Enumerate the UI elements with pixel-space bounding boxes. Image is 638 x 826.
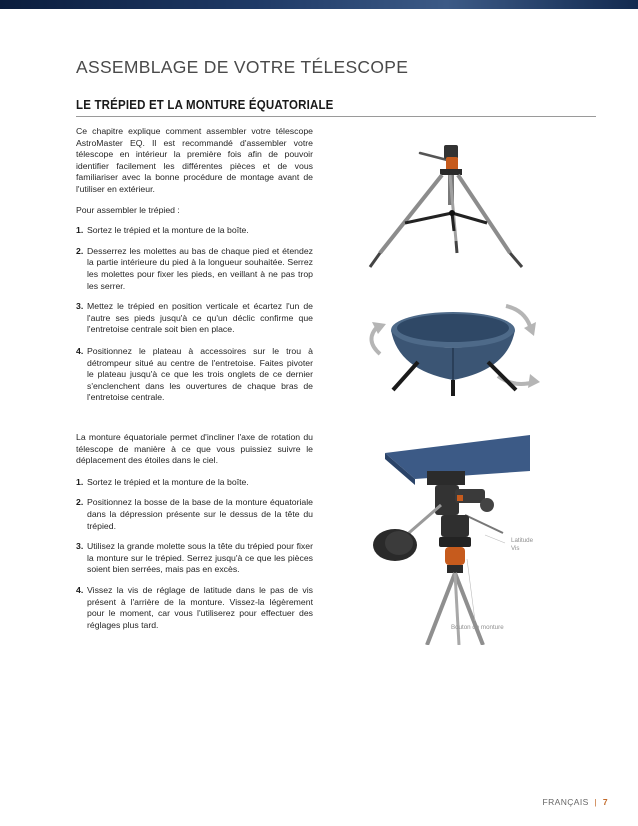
tripod-step-1 xyxy=(76,225,313,237)
mount-step-2 xyxy=(76,497,313,532)
step-number: 4. xyxy=(76,584,84,595)
mount-intro: La monture équatoriale permet d'incliner l'axe de rotation du télescope de manière à ce que vous puissiez suivre le déplacement des étoiles dans le ciel. xyxy=(76,432,313,466)
title-rule xyxy=(76,116,596,117)
tripod-step-2 xyxy=(76,246,313,292)
mount-step-3 xyxy=(76,541,313,576)
label-line: Latitude xyxy=(511,537,534,544)
latitude-screw-label xyxy=(511,537,533,553)
step-text: Sortez le trépied et la monture de la boîte. xyxy=(87,225,249,236)
step-number: 2. xyxy=(76,497,84,508)
footer-language: FRANÇAIS xyxy=(542,797,589,807)
mount-step-4 xyxy=(76,585,313,631)
tripod-intro: Ce chapitre explique comment assembler votre télescope AstroMaster EQ. Il est recommandé d'assembler votre télescope en intérieur la première fois afin de pouvoir identifier facilement les différentes pièces et de vous familiariser avec la bonne procédure de montage avant de l'utiliser en extérieur. xyxy=(76,126,313,194)
step-text: Positionnez la bosse de la base de la monture équatoriale dans la dépression présente sur le dessus de la tête du trépied. xyxy=(87,497,313,531)
tripod-step-3 xyxy=(76,301,313,336)
mount-step-1 xyxy=(76,477,313,489)
step-number: 1. xyxy=(76,225,84,236)
footer-separator: | xyxy=(594,797,598,807)
mount-knob-label: Bouton de monture xyxy=(451,624,504,631)
tripod-illustration xyxy=(360,135,550,275)
step-number: 1. xyxy=(76,476,84,487)
accessory-tray-illustration xyxy=(358,292,548,400)
header-band xyxy=(0,0,638,9)
tripod-instructions xyxy=(76,126,313,404)
step-text: Sortez le trépied et la monture de la boîte. xyxy=(87,476,249,487)
subsection-title: LE TRÉPIED ET LA MONTURE ÉQUATORIALE xyxy=(76,98,334,112)
label-line: Vis xyxy=(511,545,520,552)
mount-instructions xyxy=(76,432,313,631)
step-text: Utilisez la grande molette sous la tête du trépied pour fixer la monture sur le trépied. Serrez jusqu'à ce que les pièces soient bien serrées, mais pas en excès. xyxy=(87,541,313,575)
step-number: 3. xyxy=(76,301,84,312)
equatorial-mount-illustration xyxy=(355,435,535,645)
page-footer xyxy=(543,797,608,807)
tripod-lead: Pour assembler le trépied : xyxy=(76,204,180,215)
section-title: ASSEMBLAGE DE VOTRE TÉLESCOPE xyxy=(76,57,409,77)
step-text: Positionnez le plateau à accessoires sur le trou à détrompeur situé au centre de l'entretoise. Faites pivoter le plateau jusqu'à ce que les trois onglets de ce dernier s'enclenchent dans les ouvertures de chaque bras de l'entretoise centrale. xyxy=(87,345,313,403)
step-text: Desserrez les molettes au bas de chaque pied et étendez la partie intérieure du pied à la longueur souhaitée. Serrez les molettes pour fixer les pieds, en veillant à ne pas trop les serrer. xyxy=(87,245,313,291)
step-text: Mettez le trépied en position verticale et écartez l'un de l'autre ses pieds jusqu'à ce qu'un déclic confirme que l'entretoise centrale soit bien en place. xyxy=(87,301,313,335)
page-number: 7 xyxy=(602,797,608,807)
tripod-step-4 xyxy=(76,346,313,404)
step-number: 2. xyxy=(76,245,84,256)
step-number: 3. xyxy=(76,541,84,552)
step-number: 4. xyxy=(76,345,84,356)
step-text: Vissez la vis de réglage de latitude dans le pas de vis présent à l'arrière de la monture. Vissez-la légèrement pour le moment, car vous l'utiliserez pour effectuer des réglages plus tard. xyxy=(87,584,313,630)
